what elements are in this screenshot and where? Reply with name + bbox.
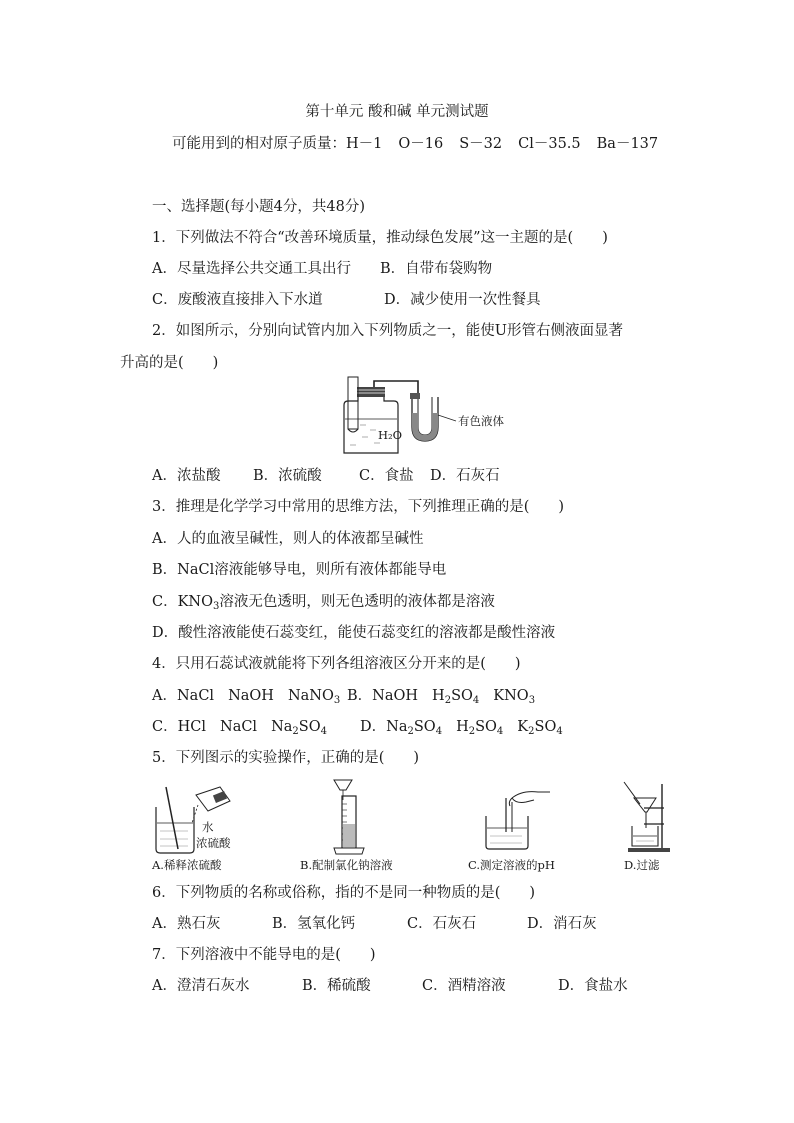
q2-fig-liquid-label: 有色液体 bbox=[458, 414, 504, 428]
mass-cl: Cl－35.5 bbox=[518, 136, 581, 152]
q6-stem: 6．下列物质的名称或俗称，指的不是同一种物质的是( ) bbox=[152, 885, 536, 901]
section-heading: 一、选择题(每小题4分，共48分) bbox=[152, 199, 365, 215]
q5-stem: 5．下列图示的实验操作，正确的是( ) bbox=[152, 750, 420, 766]
q7-option-d: D．食盐水 bbox=[558, 978, 628, 994]
page-title: 第十单元 酸和碱 单元测试题 bbox=[305, 104, 489, 120]
q4-option-c: C．HCl NaCl $Na_2SO_4$ bbox=[152, 719, 327, 737]
q5-caption-b: B.配制氯化钠溶液 bbox=[300, 858, 393, 872]
q3-option-c: C．$KNO_3$溶液无色透明，则无色透明的液体都是溶液 bbox=[152, 594, 495, 612]
q4-option-d: D．$Na_2SO_4$ $H_2SO_4$ $K_2SO_4$ bbox=[360, 719, 563, 737]
q2-option-c: C．食盐 bbox=[359, 468, 414, 484]
q3-option-d: D．酸性溶液能使石蕊变红，能使石蕊变红的溶液都是酸性溶液 bbox=[152, 625, 556, 641]
q6-option-d: D．消石灰 bbox=[527, 916, 597, 932]
q2-option-a: A．浓盐酸 bbox=[152, 468, 221, 484]
q5-fig-a-acid: 浓硫酸 bbox=[196, 836, 231, 850]
q5-caption-a: A.稀释浓硫酸 bbox=[152, 858, 222, 872]
atomic-masses-label: 可能用到的相对原子质量： bbox=[172, 136, 346, 152]
q4-stem: 4．只用石蕊试液就能将下列各组溶液区分开来的是( ) bbox=[152, 656, 521, 672]
q3-option-b: B．NaCl溶液能够导电，则所有液体都能导电 bbox=[152, 562, 447, 578]
q3-option-a: A．人的血液呈碱性，则人的体液都呈碱性 bbox=[152, 531, 424, 547]
q5-fig-b bbox=[326, 778, 376, 858]
q2-option-b: B．浓硫酸 bbox=[253, 468, 322, 484]
q2-stem-line1: 2．如图所示，分别向试管内加入下列物质之一，能使U形管右侧液面显著 bbox=[152, 323, 623, 339]
q7-option-c: C．酒精溶液 bbox=[422, 978, 506, 994]
q1-stem: 1．下列做法不符合“改善环境质量，推动绿色发展”这一主题的是( ) bbox=[152, 230, 608, 246]
q1-option-a: A．尽量选择公共交通工具出行 bbox=[152, 261, 351, 277]
q7-option-b: B．稀硫酸 bbox=[302, 978, 371, 994]
q6-option-b: B．氢氧化钙 bbox=[272, 916, 356, 932]
atomic-masses bbox=[172, 135, 658, 153]
q3-stem: 3．推理是化学学习中常用的思维方法，下列推理正确的是( ) bbox=[152, 499, 565, 515]
q4-option-b: B．NaOH $H_2SO_4$ $KNO_3$ bbox=[347, 688, 536, 706]
q7-stem: 7．下列溶液中不能导电的是( ) bbox=[152, 947, 376, 963]
q2-stem-line2: 升高的是( ) bbox=[120, 355, 219, 371]
mass-ba: Ba－137 bbox=[596, 136, 659, 152]
q4-option-a: A．NaCl NaOH NaNO$_3$ bbox=[152, 688, 341, 706]
q5-fig-c bbox=[482, 788, 552, 850]
q5-fig-d bbox=[618, 780, 674, 854]
q1-option-c: C．废酸液直接排入下水道 bbox=[152, 292, 323, 308]
q5-fig-a-water: 水 bbox=[202, 820, 214, 834]
mass-o: O－16 bbox=[398, 136, 444, 152]
q2-option-d: D．石灰石 bbox=[430, 468, 500, 484]
q1-option-d: D．减少使用一次性餐具 bbox=[384, 292, 541, 308]
q6-option-a: A．熟石灰 bbox=[152, 916, 221, 932]
q5-caption-d: D.过滤 bbox=[624, 858, 660, 872]
q6-option-c: C．石灰石 bbox=[407, 916, 477, 932]
q1-option-b: B．自带布袋购物 bbox=[380, 261, 493, 277]
q7-option-a: A．澄清石灰水 bbox=[152, 978, 250, 994]
mass-h: H－1 bbox=[346, 136, 383, 152]
q2-fig-water-label: H₂O bbox=[378, 428, 403, 442]
mass-s: S－32 bbox=[459, 136, 503, 152]
q5-caption-c: C.测定溶液的pH bbox=[468, 858, 555, 872]
